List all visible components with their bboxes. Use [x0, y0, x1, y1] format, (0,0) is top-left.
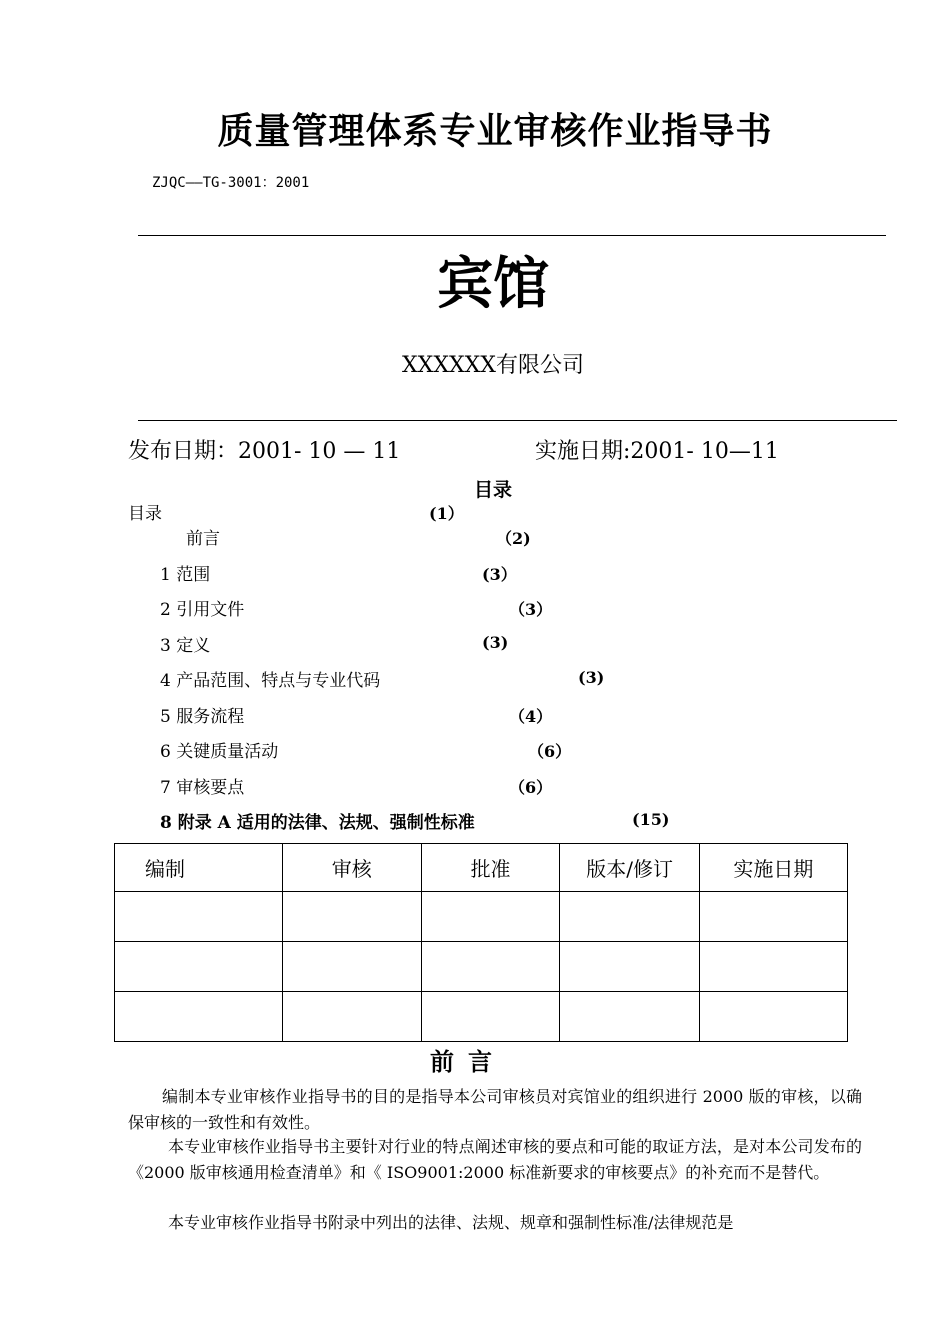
table-row [115, 992, 848, 1042]
table-cell [282, 942, 421, 992]
toc-item-label: 2 引用文件 [160, 600, 245, 620]
table-cell [699, 942, 847, 992]
toc-heading: 目录 [473, 479, 512, 501]
table-cell [421, 942, 560, 992]
approval-table [114, 843, 848, 1042]
preface-heading: 前言 [430, 1048, 506, 1076]
table-row [115, 942, 848, 992]
document-title: 质量管理体系专业审核作业指导书 [217, 111, 773, 152]
table-cell [560, 992, 699, 1042]
header-reviewed: 审核 [282, 844, 421, 892]
table-cell [699, 992, 847, 1042]
table-cell [421, 992, 560, 1042]
toc-item-label: 7 审核要点 [160, 778, 245, 798]
toc-item-label: 5 服务流程 [160, 707, 245, 727]
header-version: 版本/修订 [560, 844, 699, 892]
toc-item-page: (15) [632, 810, 670, 829]
bottom-divider [138, 420, 897, 421]
toc-item-page: (1） [429, 504, 464, 523]
toc-item-page: （6） [509, 778, 553, 797]
header-approved: 批准 [421, 844, 560, 892]
preface-paragraph: 本专业审核作业指导书附录中列出的法律、法规、规章和强制性标准/法律规范是 [168, 1213, 734, 1232]
toc-item-label: 目录 [128, 504, 162, 524]
toc-item-page: (3） [482, 565, 517, 584]
table-cell [115, 942, 283, 992]
toc-item-label: 3 定义 [160, 636, 211, 656]
toc-item-page: （3） [509, 600, 553, 619]
toc-item-page: (3) [578, 668, 605, 687]
cover-subject: 宾馆 [437, 252, 549, 317]
toc-item-label: 前言 [186, 529, 220, 549]
preface-paragraph: 本专业审核作业指导书主要针对行业的特点阐述审核的要点和可能的取证方法，是对本公司发布的《2000 版审核通用检查清单》和《 ISO9001:2000 标准新要求的审核要点》的补充而不是替代。 [128, 1137, 862, 1182]
table-cell [282, 892, 421, 942]
toc-item-page: （4） [509, 707, 553, 726]
toc-item-label: 6 关键质量活动 [160, 742, 279, 762]
table-cell [699, 892, 847, 942]
table-cell [560, 892, 699, 942]
effective-date: 实施日期:2001- 10—11 [535, 439, 779, 464]
preface-paragraph: 编制本专业审核作业指导书的目的是指导本公司审核员对宾馆业的组织进行 2000 版的审核，以确保审核的一致性和有效性。 [128, 1087, 862, 1132]
toc-item-label: 8 附录 A 适用的法律、法规、强制性标准 [160, 813, 475, 833]
toc-item-page: （2) [496, 529, 531, 548]
toc-item-page: （6） [528, 742, 572, 761]
header-effective-date: 实施日期 [699, 844, 847, 892]
toc-item-page: (3) [482, 633, 509, 652]
header-compiled: 编制 [115, 844, 283, 892]
toc-item-label: 4 产品范围、特点与专业代码 [160, 671, 381, 691]
document-code: ZJQC——TG-3001：2001 [152, 175, 310, 191]
table-cell [282, 992, 421, 1042]
table-header-row [115, 844, 848, 892]
toc-item-label: 1 范围 [160, 565, 211, 585]
table-cell [560, 942, 699, 992]
release-date: 发布日期：2001- 10 — 11 [128, 439, 401, 464]
top-divider [138, 235, 886, 236]
company-name: XXXXXX有限公司 [402, 353, 584, 378]
table-row [115, 892, 848, 942]
table-cell [421, 892, 560, 942]
table-cell [115, 992, 283, 1042]
table-cell [115, 892, 283, 942]
